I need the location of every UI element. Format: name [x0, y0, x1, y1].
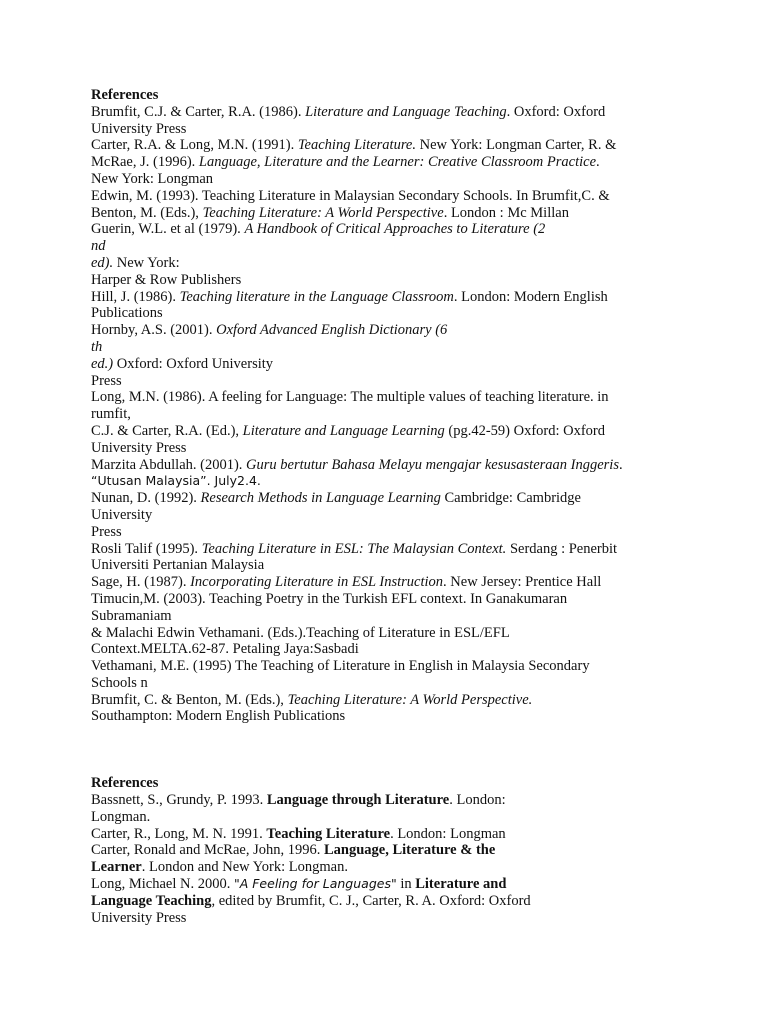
reference-line: Guerin, W.L. et al (1979). A Handbook of Critical Approaches to Literature (2 — [91, 221, 546, 238]
reference-line: Marzita Abdullah. (2001). Guru bertutur Bahasa Melayu mengajar kesusasteraan Inggeris. — [91, 456, 623, 473]
reference-line: Context.MELTA.62-87. Petaling Jaya:Sasbadi — [91, 641, 359, 658]
reference-line: Longman. — [91, 808, 151, 825]
references-heading: References — [91, 87, 159, 103]
reference-line: Hornby, A.S. (2001). Oxford Advanced English Dictionary (6 — [91, 322, 448, 339]
reference-line: Southampton: Modern English Publications — [91, 708, 346, 725]
reference-line: “Utusan Malaysia”. July2.4. — [91, 473, 261, 489]
reference-line: Brumfit, C. & Benton, M. (Eds.), Teaching Literature: A World Perspective. — [91, 691, 533, 708]
reference-line: Hill, J. (1986). Teaching literature in the Language Classroom. London: Modern English — [91, 288, 608, 305]
reference-line: th — [91, 338, 103, 355]
reference-line: Benton, M. (Eds.), Teaching Literature: A World Perspective. London : Mc Millan — [91, 204, 569, 221]
reference-line: McRae, J. (1996). Language, Literature and the Learner: Creative Classroom Practice. — [91, 154, 600, 171]
document-page — [91, 87, 691, 926]
reference-line: Vethamani, M.E. (1995) The Teaching of Literature in English in Malaysia Secondary — [91, 658, 590, 675]
reference-line: Universiti Pertanian Malaysia — [91, 557, 265, 574]
reference-line: Carter, Ronald and McRae, John, 1996. Language, Literature & the — [91, 842, 496, 859]
reference-line: Subramaniam — [91, 607, 172, 624]
reference-line: Schools n — [91, 674, 148, 691]
reference-line: ed.) Oxford: Oxford University — [91, 355, 274, 372]
section-spacer — [91, 725, 691, 775]
references-heading-2: References — [91, 775, 159, 792]
reference-line: Sage, H. (1987). Incorporating Literature in ESL Instruction. New Jersey: Prentice Hall — [91, 574, 602, 591]
reference-line: Carter, R.A. & Long, M.N. (1991). Teaching Literature. New York: Longman Carter, R. & — [91, 137, 617, 154]
reference-line: Edwin, M. (1993). Teaching Literature in Malaysian Secondary Schools. In Brumfit,C. & — [91, 187, 610, 204]
reference-line: Learner. London and New York: Longman. — [91, 859, 348, 876]
reference-line: University Press — [91, 120, 187, 137]
reference-line: University Press — [91, 909, 187, 926]
reference-line: University — [91, 506, 153, 523]
reference-line: Press — [91, 372, 122, 389]
reference-line: Nunan, D. (1992). Research Methods in Language Learning Cambridge: Cambridge — [91, 490, 581, 507]
reference-line: Language Teaching, edited by Brumfit, C. J., Carter, R. A. Oxford: Oxford — [91, 892, 531, 909]
reference-line: & Malachi Edwin Vethamani. (Eds.).Teaching of Literature in ESL/EFL — [91, 624, 510, 641]
reference-line: Press — [91, 523, 122, 540]
reference-line: University Press — [91, 439, 187, 456]
reference-line: Bassnett, S., Grundy, P. 1993. Language through Literature. London: — [91, 792, 506, 809]
reference-line: nd — [91, 238, 106, 255]
reference-line: New York: Longman — [91, 170, 214, 187]
reference-line: Timucin,M. (2003). Teaching Poetry in the Turkish EFL context. In Ganakumaran — [91, 590, 568, 607]
reference-line: Harper & Row Publishers — [91, 271, 242, 288]
reference-line: Long, M.N. (1986). A feeling for Language: The multiple values of teaching literature. in — [91, 389, 609, 406]
reference-line: Carter, R., Long, M. N. 1991. Teaching Literature. London: Longman — [91, 825, 506, 842]
reference-line: Brumfit, C.J. & Carter, R.A. (1986). Literature and Language Teaching. Oxford: Oxford — [91, 103, 606, 120]
reference-line: Publications — [91, 305, 163, 322]
reference-line: Long, Michael N. 2000. "A Feeling for Languages" in Literature and — [91, 876, 507, 893]
reference-line: ed). New York: — [91, 254, 180, 271]
reference-line: rumfit, — [91, 406, 131, 423]
reference-line: C.J. & Carter, R.A. (Ed.), Literature and Language Learning (pg.42-59) Oxford: Oxford — [91, 422, 606, 439]
reference-line: Rosli Talif (1995). Teaching Literature in ESL: The Malaysian Context. Serdang : Penerbit — [91, 540, 618, 557]
